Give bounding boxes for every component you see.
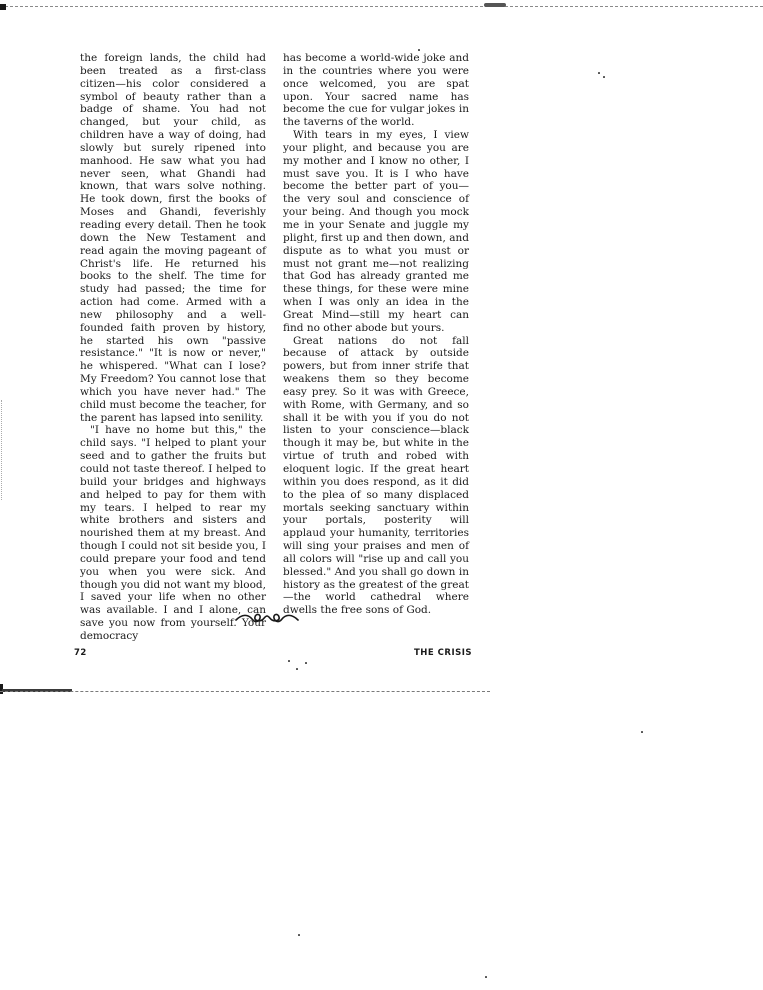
bottom-scan-edge <box>0 691 490 692</box>
paragraph: has become a world-wide joke and in the countries where you were once welcomed, you are spat upon. Your sacred name has become the cue for vulgar jokes in the taverns of the world. <box>283 52 469 129</box>
scan-smudge <box>484 3 506 7</box>
scan-speck <box>288 660 290 662</box>
left-text-column <box>80 52 266 643</box>
corner-scan-mark <box>0 4 6 10</box>
right-text-column <box>283 52 469 617</box>
scroll-flourish-icon <box>234 610 300 626</box>
paragraph: "I have no home but this," the child says. "I helped to plant your seed and to gather the fruits but could not taste thereof. I helped to build your bridges and highways and helped to pay for them with my tears. I helped to rear my white brothers and sisters and nourished them at my breast. And though I could not sit beside you, I could prepare your food and tend you when you were sick. And though you did not want my blood, I saved your life when no other was available. I and I alone, can save you now from yourself. Your democracy <box>80 424 266 642</box>
scan-speck <box>598 72 600 74</box>
scan-speck <box>296 668 298 670</box>
paragraph: the foreign lands, the child had been treated as a first-class citizen—his color considered a symbol of beauty rather than a badge of shame. You had not changed, but your child, as children have a way of doing, had slowly but surely ripened into manhood. He saw what you had never seen, what Ghandi had known, that wars solve nothing. He took down, first the books of Moses and Ghandi, feverishly reading every detail. Then he took down the New Testament and read again the moving pageant of Christ's life. He returned his books to the shelf. The time for study had passed; the time for action had come. Armed with a new philosophy and a well-founded faith proven by history, he started his own "passive resistance." "It is now or never," he whispered. "What can I lose? My Freedom? You cannot lose that which you have never had." The child must become the teacher, for the parent has lapsed into senility. <box>80 52 266 424</box>
running-head: THE CRISIS <box>414 648 473 658</box>
scan-margin-dots <box>1 400 2 500</box>
scan-speck <box>418 49 420 51</box>
scan-speck <box>298 934 300 936</box>
paragraph: Great nations do not fall because of attack by outside powers, but from inner strife that weakens them so they become easy prey. So it was with Greece, with Rome, with Germany, and so shall it be with you if you do not listen to your conscience—black though it may be, but white in the virtue of truth and robed with eloquent logic. If the great heart within you does respond, as it did to the plea of so many displaced mortals seeking sanctuary within your portals, posterity will applaud your humanity, territories will sing your praises and men of all colors will "rise up and call you blessed." And you shall go down in history as the greatest of the great—the world cathedral where dwells the free sons of God. <box>283 334 469 617</box>
scan-speck <box>305 662 307 664</box>
scan-speck <box>485 976 487 978</box>
scan-speck <box>603 76 605 78</box>
paragraph: With tears in my eyes, I view your plight, and because you are my mother and I know no other, I must save you. It is I who have become the better part of you—the very soul and conscience of your being. And though you mock me in your Senate and juggle my plight, first up and then down, and dispute as to what you must or must not grant me—not realizing that God has already granted me these things, for these were mine when I was only an idea in the Great Mind—still my heart can find no other abode but yours. <box>283 129 469 334</box>
page-number: 72 <box>74 648 87 658</box>
top-scan-edge <box>0 6 763 7</box>
scan-speck <box>641 731 643 733</box>
